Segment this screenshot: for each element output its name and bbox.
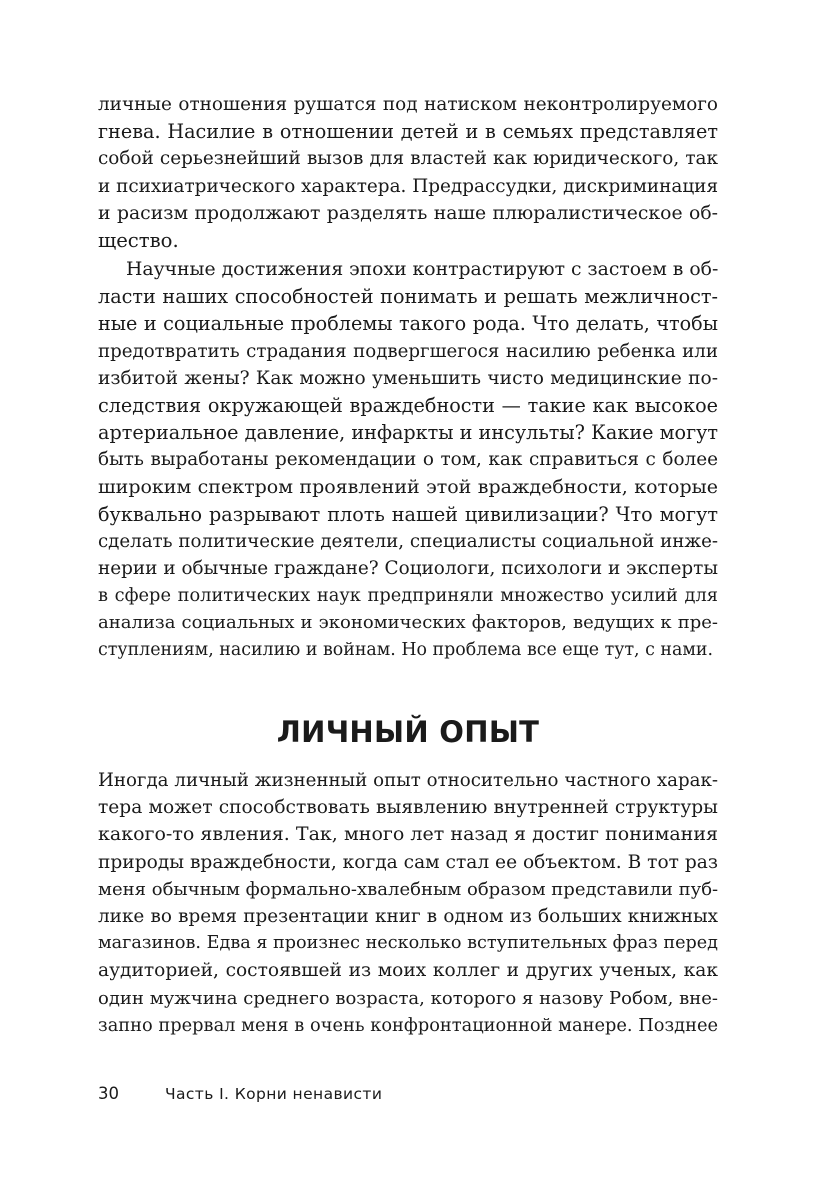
page-footer (98, 1082, 382, 1106)
text-line: ные и социальные проблемы такого рода. Что делать, чтобы (98, 312, 718, 336)
text-line: природы враждебности, когда сам стал ее объектом. В тот раз (98, 851, 718, 873)
paragraph-3 (98, 767, 718, 1039)
text-line: широким спектром проявлений этой враждебности, которые (98, 475, 718, 498)
text-line: ступлениям, насилию и войнам. Но проблема все еще тут, с нами. (98, 639, 713, 660)
text-line: гнева. Насилие в отношении детей и в семьях представляет (98, 120, 718, 144)
text-line: личные отношения рушатся под натиском неконтролируемого (98, 94, 718, 115)
paragraph-1 (98, 91, 718, 254)
text-line: сделать политические деятели, специалисты социальной инже- (98, 530, 718, 552)
text-line: Иногда личный жизненный опыт относительно частного харак- (98, 770, 718, 791)
text-line: ласти наших способностей понимать и решать межличност- (98, 285, 718, 309)
page-number: 30 (98, 1084, 119, 1103)
paragraph-2 (98, 256, 718, 664)
text-line: щество. (98, 228, 179, 252)
text-line: собой серьезнейший вызов для властей как юридического, так (98, 148, 718, 170)
text-line: какого-то явления. Так, много лет назад я достиг понимания (98, 823, 718, 846)
text-line: быть выработаны рекомендации о том, как справиться с более (98, 449, 718, 471)
text-line: и расизм продолжают разделять наше плюралистическое об- (98, 202, 718, 224)
text-line: артериальное давление, инфаркты и инсульты? Какие могут (98, 421, 719, 445)
text-line: магазинов. Едва я произнес несколько вступительных фраз перед (98, 933, 718, 954)
text-line: тера может способствовать выявлению внутренней структуры (98, 797, 718, 819)
text-line: буквально разрывают плоть нашей цивилизации? Что могут (98, 502, 718, 526)
text-line: предотвратить страдания подвергшегося насилию ребенка или (98, 340, 718, 362)
text-line: аудиторией, состоявшей из моих коллег и других ученых, как (98, 960, 718, 982)
text-line: и психиатрического характера. Предрассудки, дискриминация (98, 175, 719, 197)
section-heading: ЛИЧНЫЙ ОПЫТ (276, 715, 540, 749)
text-line: следствия окружающей враждебности — такие как высокое (98, 393, 718, 417)
running-head: Часть I. Корни ненависти (164, 1085, 383, 1103)
text-line: в сфере политических наук предприняли множество усилий для (98, 585, 718, 607)
text-line: лике во время презентации книг в одном из больших книжных (98, 905, 718, 927)
text-line: запно прервал меня в очень конфронтационной манере. Позднее (98, 1014, 718, 1036)
text-line: анализа социальных и экономических факторов, ведущих к пре- (98, 612, 718, 634)
text-line: меня обычным формально-хвалебным образом представили пуб- (98, 878, 719, 900)
text-line: нерии и обычные граждане? Социологи, психологи и эксперты (98, 558, 718, 580)
text-line: избитой жены? Как можно уменьшить чисто медицинские по- (98, 367, 718, 389)
text-line: один мужчина среднего возраста, которого я назову Робом, вне- (98, 987, 718, 1009)
text-line: Научные достижения эпохи контрастируют с застоем в об- (126, 259, 719, 280)
